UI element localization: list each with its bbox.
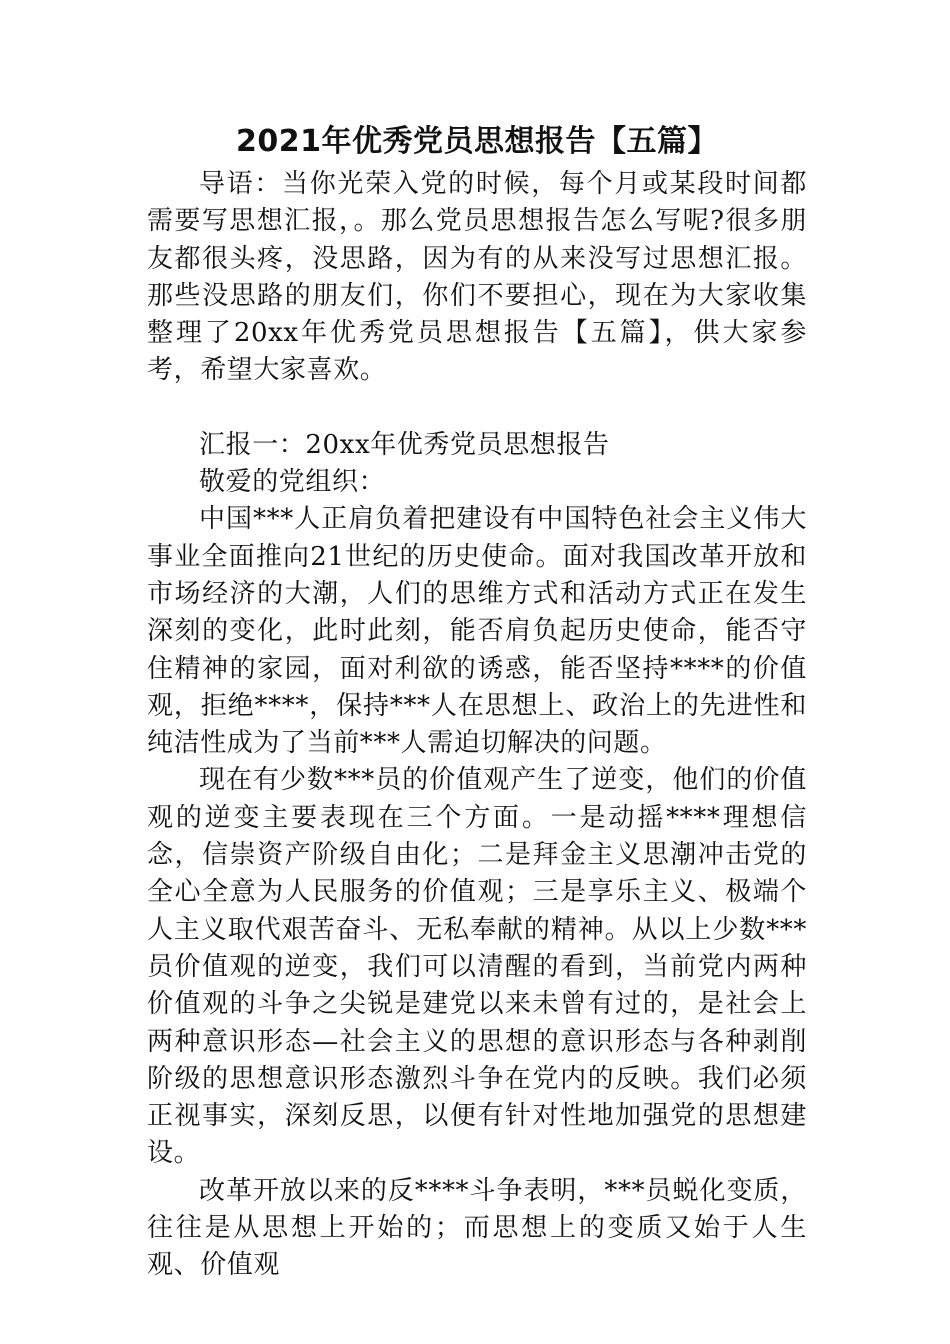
document-title: 2021年优秀党员思想报告【五篇】 [236, 124, 718, 159]
intro-paragraph: 导语：当你光荣入党的时候，每个月或某段时间都需要写思想汇报，。那么党员思想报告怎么写呢?很多朋友都很头疼，没思路，因为有的从来没写过思想汇报。那些没思路的朋友们，你们不要担心，现在为大家收集整理了20xx年优秀党员思想报告【五篇】，供大家参考，希望大家喜欢。 [147, 169, 807, 386]
document-body [147, 118, 807, 1285]
salutation: 敬爱的党组织： [199, 467, 386, 498]
paragraph-spacer [147, 390, 807, 427]
body-paragraph-1: 中国***人正肩负着把建设有中国特色社会主义伟大事业全面推向21世纪的历史使命。面对我国改革开放和市场经济的大潮，人们的思维方式和活动方式正在发生深刻的变化，此时此刻，能否肩负起历史使命，能否守住精神的家园，面对利欲的诱惑，能否坚持****的价值观，拒绝****，保持***人在思想上、政治上的先进性和纯洁性成为了当前***人需迫切解决的问题。 [147, 504, 807, 759]
section-heading: 汇报一：20xx年优秀党员思想报告 [199, 429, 610, 460]
body-paragraph-3: 改革开放以来的反****斗争表明，***员蜕化变质，往往是从思想上开始的；而思想上的变质又始于人生观、价值观 [147, 1175, 807, 1281]
body-paragraph-2: 现在有少数***员的价值观产生了逆变，他们的价值观的逆变主要表现在三个方面。一是动摇****理想信念，信崇资产阶级自由化；二是拜金主义思潮冲击党的全心全意为人民服务的价值观；三是享乐主义、极端个人主义取代艰苦奋斗、无私奉献的精神。从以上少数***员价值观的逆变，我们可以清醒的看到，当前党内两种价值观的斗争之尖锐是建党以来未曾有过的，是社会上两种意识形态—社会主义的思想的意识形态与各种剥削阶级的思想意识形态激烈斗争在党内的反映。我们必须正视事实，深刻反思，以便有针对性地加强党的思想建设。 [147, 765, 807, 1169]
